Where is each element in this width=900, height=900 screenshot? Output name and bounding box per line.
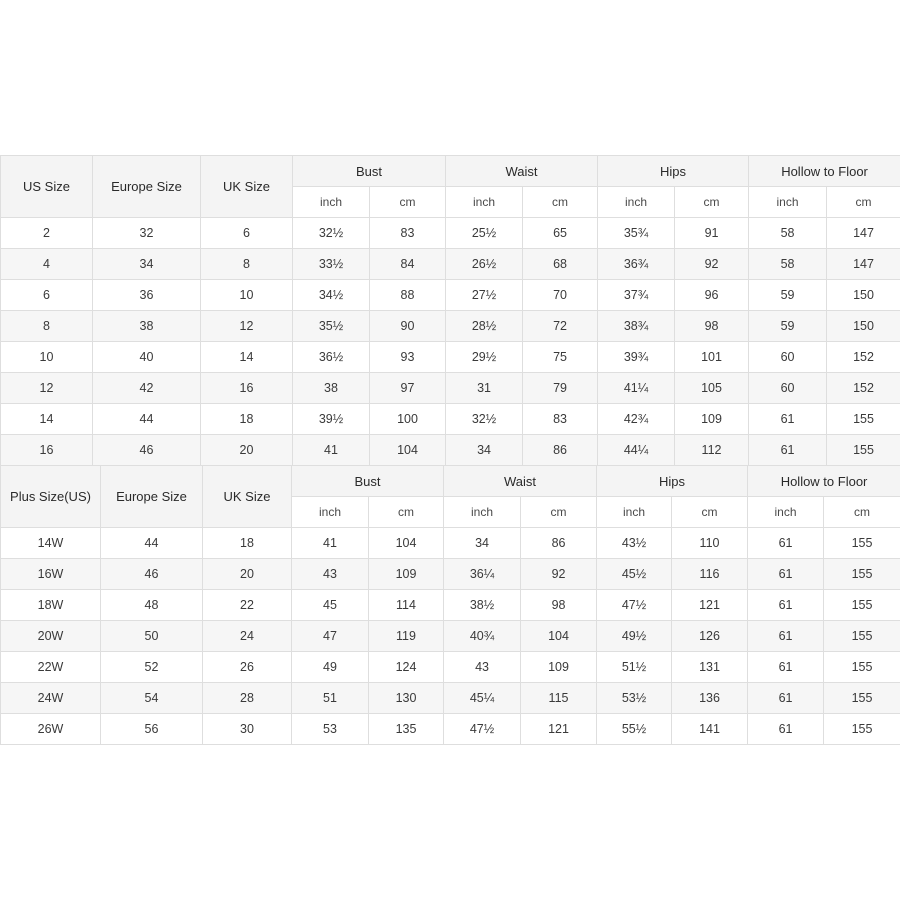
- table-cell: 155: [824, 652, 900, 683]
- unit-header: cm: [675, 187, 749, 218]
- table-cell: 2: [1, 218, 93, 249]
- table-cell: 26: [203, 652, 292, 683]
- table-cell: 83: [523, 404, 598, 435]
- table-cell: 92: [521, 559, 597, 590]
- table-cell: 47½: [597, 590, 672, 621]
- table-cell: 43½: [597, 528, 672, 559]
- table-cell: 38: [93, 311, 201, 342]
- table-cell: 91: [675, 218, 749, 249]
- table-cell: 50: [101, 621, 203, 652]
- table-cell: 20: [203, 559, 292, 590]
- waist-header: Waist: [444, 466, 597, 497]
- table-row: [1, 404, 900, 435]
- size-chart: [0, 155, 900, 745]
- table-row: [1, 311, 900, 342]
- table-cell: 30: [203, 714, 292, 745]
- table-cell: 32½: [293, 218, 370, 249]
- table-cell: 32: [93, 218, 201, 249]
- table-cell: 32½: [446, 404, 523, 435]
- europe-size-header: Europe Size: [93, 156, 201, 218]
- table-cell: 150: [827, 280, 900, 311]
- table-cell: 53½: [597, 683, 672, 714]
- table-cell: 124: [369, 652, 444, 683]
- table-cell: 8: [201, 249, 293, 280]
- table-cell: 24W: [1, 683, 101, 714]
- unit-header: inch: [749, 187, 827, 218]
- unit-header: inch: [292, 497, 369, 528]
- table-cell: 18W: [1, 590, 101, 621]
- table-cell: 36¾: [598, 249, 675, 280]
- table-cell: 155: [827, 435, 900, 466]
- table-cell: 42: [93, 373, 201, 404]
- table-cell: 90: [370, 311, 446, 342]
- table-cell: 25½: [446, 218, 523, 249]
- table-cell: 16W: [1, 559, 101, 590]
- table-cell: 49: [292, 652, 369, 683]
- table-cell: 56: [101, 714, 203, 745]
- table-row: [1, 373, 900, 404]
- unit-header: cm: [827, 187, 900, 218]
- table-cell: 16: [1, 435, 93, 466]
- table-cell: 96: [675, 280, 749, 311]
- table-cell: 36¼: [444, 559, 521, 590]
- table-cell: 6: [1, 280, 93, 311]
- table-cell: 39½: [293, 404, 370, 435]
- table-cell: 58: [749, 218, 827, 249]
- table-cell: 109: [675, 404, 749, 435]
- europe-size-header: Europe Size: [101, 466, 203, 528]
- table-cell: 100: [370, 404, 446, 435]
- table-cell: 26½: [446, 249, 523, 280]
- unit-header: cm: [370, 187, 446, 218]
- table-cell: 6: [201, 218, 293, 249]
- table-cell: 28: [203, 683, 292, 714]
- table-cell: 36: [93, 280, 201, 311]
- table-cell: 61: [748, 714, 824, 745]
- table-cell: 42¾: [598, 404, 675, 435]
- table-cell: 34: [444, 528, 521, 559]
- unit-header: cm: [824, 497, 900, 528]
- table-row: [1, 435, 900, 466]
- table-cell: 38¾: [598, 311, 675, 342]
- table-cell: 86: [523, 435, 598, 466]
- table-cell: 51½: [597, 652, 672, 683]
- table-cell: 104: [369, 528, 444, 559]
- uk-size-header: UK Size: [203, 466, 292, 528]
- table-cell: 54: [101, 683, 203, 714]
- table-cell: 131: [672, 652, 748, 683]
- table-cell: 4: [1, 249, 93, 280]
- table-cell: 116: [672, 559, 748, 590]
- table-cell: 36½: [293, 342, 370, 373]
- table-cell: 39¾: [598, 342, 675, 373]
- us-size-header: US Size: [1, 156, 93, 218]
- table-cell: 44: [93, 404, 201, 435]
- hips-header: Hips: [597, 466, 748, 497]
- table-cell: 155: [824, 559, 900, 590]
- table-cell: 155: [824, 590, 900, 621]
- plus-header-row: [1, 466, 900, 497]
- table-cell: 155: [824, 683, 900, 714]
- table-cell: 84: [370, 249, 446, 280]
- hips-header: Hips: [598, 156, 749, 187]
- table-cell: 60: [749, 342, 827, 373]
- table-cell: 97: [370, 373, 446, 404]
- table-cell: 114: [369, 590, 444, 621]
- table-cell: 68: [523, 249, 598, 280]
- table-cell: 130: [369, 683, 444, 714]
- table-cell: 20: [201, 435, 293, 466]
- table-cell: 150: [827, 311, 900, 342]
- table-cell: 112: [675, 435, 749, 466]
- table-cell: 44¼: [598, 435, 675, 466]
- table-cell: 33½: [293, 249, 370, 280]
- table-row: [1, 652, 900, 683]
- table-cell: 141: [672, 714, 748, 745]
- unit-header: inch: [597, 497, 672, 528]
- table-cell: 38½: [444, 590, 521, 621]
- table-cell: 47: [292, 621, 369, 652]
- unit-header: inch: [598, 187, 675, 218]
- unit-header: cm: [523, 187, 598, 218]
- table-cell: 70: [523, 280, 598, 311]
- table-cell: 34: [93, 249, 201, 280]
- table-cell: 37¾: [598, 280, 675, 311]
- table-cell: 65: [523, 218, 598, 249]
- table-cell: 155: [824, 621, 900, 652]
- table-cell: 41¼: [598, 373, 675, 404]
- table-cell: 14: [201, 342, 293, 373]
- table-cell: 98: [521, 590, 597, 621]
- table-cell: 98: [675, 311, 749, 342]
- table-cell: 61: [748, 652, 824, 683]
- table-cell: 135: [369, 714, 444, 745]
- unit-header: inch: [748, 497, 824, 528]
- table-row: [1, 559, 900, 590]
- table-cell: 12: [201, 311, 293, 342]
- table-cell: 136: [672, 683, 748, 714]
- hollow-to-floor-header: Hollow to Floor: [749, 156, 900, 187]
- table-cell: 60: [749, 373, 827, 404]
- table-cell: 61: [748, 621, 824, 652]
- table-cell: 51: [292, 683, 369, 714]
- table-cell: 61: [748, 528, 824, 559]
- table-cell: 61: [749, 435, 827, 466]
- table-cell: 10: [1, 342, 93, 373]
- table-cell: 155: [824, 714, 900, 745]
- table-cell: 75: [523, 342, 598, 373]
- table-row: [1, 249, 900, 280]
- table-cell: 40¾: [444, 621, 521, 652]
- table-cell: 22: [203, 590, 292, 621]
- unit-header: cm: [369, 497, 444, 528]
- us-header-row: [1, 156, 900, 187]
- table-cell: 49½: [597, 621, 672, 652]
- table-cell: 155: [827, 404, 900, 435]
- waist-header: Waist: [446, 156, 598, 187]
- table-cell: 14W: [1, 528, 101, 559]
- plus-size-table: [0, 465, 900, 745]
- table-cell: 59: [749, 280, 827, 311]
- table-cell: 28½: [446, 311, 523, 342]
- table-cell: 46: [101, 559, 203, 590]
- table-cell: 18: [201, 404, 293, 435]
- table-cell: 147: [827, 218, 900, 249]
- table-cell: 38: [293, 373, 370, 404]
- table-cell: 155: [824, 528, 900, 559]
- table-cell: 35¾: [598, 218, 675, 249]
- table-cell: 18: [203, 528, 292, 559]
- table-cell: 110: [672, 528, 748, 559]
- table-cell: 53: [292, 714, 369, 745]
- table-cell: 43: [444, 652, 521, 683]
- table-cell: 31: [446, 373, 523, 404]
- table-cell: 119: [369, 621, 444, 652]
- table-cell: 8: [1, 311, 93, 342]
- table-cell: 83: [370, 218, 446, 249]
- unit-header: inch: [444, 497, 521, 528]
- table-cell: 109: [521, 652, 597, 683]
- unit-header: cm: [521, 497, 597, 528]
- bust-header: Bust: [293, 156, 446, 187]
- table-row: [1, 218, 900, 249]
- table-cell: 29½: [446, 342, 523, 373]
- table-cell: 61: [748, 590, 824, 621]
- table-row: [1, 590, 900, 621]
- table-cell: 45¼: [444, 683, 521, 714]
- table-cell: 14: [1, 404, 93, 435]
- table-cell: 79: [523, 373, 598, 404]
- table-cell: 40: [93, 342, 201, 373]
- table-cell: 59: [749, 311, 827, 342]
- table-cell: 105: [675, 373, 749, 404]
- table-cell: 35½: [293, 311, 370, 342]
- table-cell: 92: [675, 249, 749, 280]
- bust-header: Bust: [292, 466, 444, 497]
- table-row: [1, 280, 900, 311]
- table-cell: 34½: [293, 280, 370, 311]
- table-cell: 61: [748, 683, 824, 714]
- table-cell: 61: [748, 559, 824, 590]
- unit-header: inch: [446, 187, 523, 218]
- us-size-table: [0, 155, 900, 466]
- table-cell: 43: [292, 559, 369, 590]
- table-cell: 101: [675, 342, 749, 373]
- table-cell: 104: [521, 621, 597, 652]
- table-row: [1, 528, 900, 559]
- plus-size-header: Plus Size(US): [1, 466, 101, 528]
- table-row: [1, 683, 900, 714]
- table-cell: 121: [672, 590, 748, 621]
- table-cell: 115: [521, 683, 597, 714]
- table-cell: 22W: [1, 652, 101, 683]
- uk-size-header: UK Size: [201, 156, 293, 218]
- table-cell: 48: [101, 590, 203, 621]
- unit-header: cm: [672, 497, 748, 528]
- table-cell: 72: [523, 311, 598, 342]
- table-row: [1, 342, 900, 373]
- table-cell: 26W: [1, 714, 101, 745]
- table-cell: 24: [203, 621, 292, 652]
- table-cell: 44: [101, 528, 203, 559]
- table-cell: 34: [446, 435, 523, 466]
- table-cell: 88: [370, 280, 446, 311]
- table-row: [1, 714, 900, 745]
- table-cell: 126: [672, 621, 748, 652]
- table-cell: 47½: [444, 714, 521, 745]
- table-cell: 147: [827, 249, 900, 280]
- table-cell: 152: [827, 373, 900, 404]
- table-cell: 52: [101, 652, 203, 683]
- table-cell: 12: [1, 373, 93, 404]
- table-cell: 104: [370, 435, 446, 466]
- table-row: [1, 621, 900, 652]
- table-cell: 109: [369, 559, 444, 590]
- table-cell: 58: [749, 249, 827, 280]
- table-cell: 93: [370, 342, 446, 373]
- table-cell: 121: [521, 714, 597, 745]
- table-cell: 61: [749, 404, 827, 435]
- table-cell: 10: [201, 280, 293, 311]
- table-cell: 152: [827, 342, 900, 373]
- table-cell: 41: [293, 435, 370, 466]
- table-cell: 27½: [446, 280, 523, 311]
- unit-header: inch: [293, 187, 370, 218]
- table-cell: 16: [201, 373, 293, 404]
- table-cell: 86: [521, 528, 597, 559]
- table-cell: 20W: [1, 621, 101, 652]
- table-cell: 45: [292, 590, 369, 621]
- table-cell: 45½: [597, 559, 672, 590]
- hollow-to-floor-header: Hollow to Floor: [748, 466, 900, 497]
- table-cell: 46: [93, 435, 201, 466]
- table-cell: 41: [292, 528, 369, 559]
- table-cell: 55½: [597, 714, 672, 745]
